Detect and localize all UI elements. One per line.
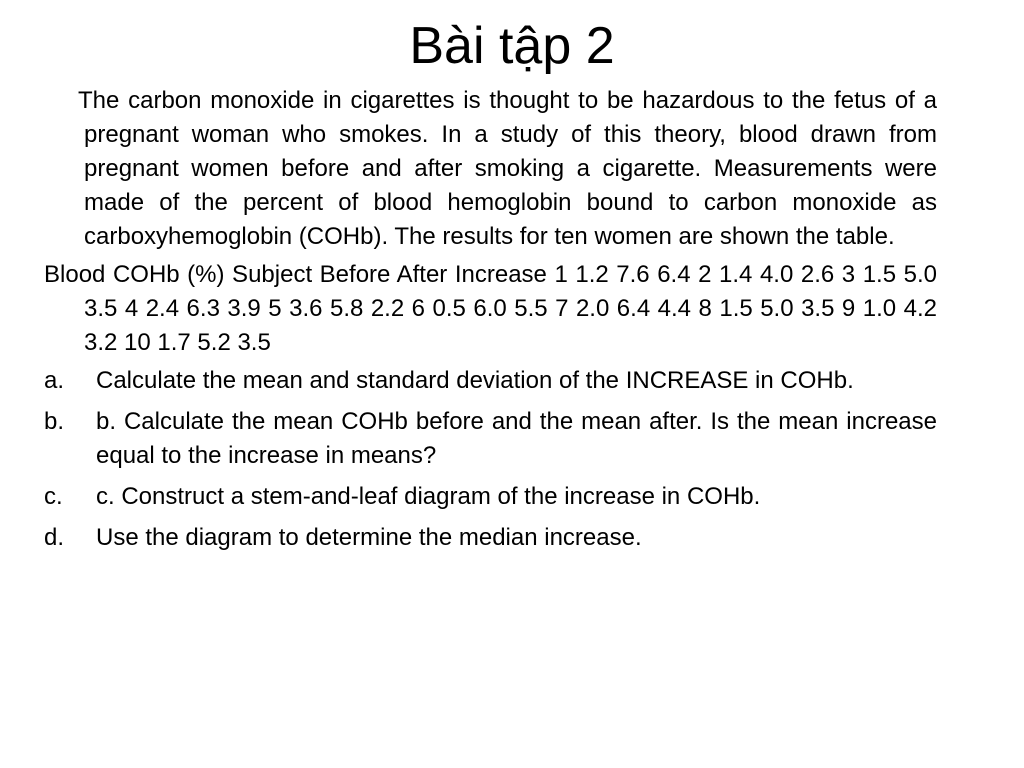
question-marker: c. <box>44 483 63 510</box>
question-text: Calculate the mean and standard deviation of the INCREASE in COHb. <box>96 367 854 394</box>
question-item-c <box>44 480 937 514</box>
question-item-a <box>44 364 937 398</box>
question-marker: a. <box>44 367 65 394</box>
question-marker: d. <box>44 524 65 551</box>
data-table-text: Blood COHb (%) Subject Before After Increase 1 1.2 7.6 6.4 2 1.4 4.0 2.6 3 1.5 5.0 3.5 4 2.4 6.3 3.9 5 3.6 5.8 2.2 6 0.5 6.0 5.5 7 2.0 6.4 4.4 8 1.5 5.0 3.5 9 1.0 4.2 3.2 10 1.7 5.2 3.5 <box>44 261 937 356</box>
intro-paragraph: The carbon monoxide in cigarettes is thought to be hazardous to the fetus of a pregnant woman who smokes. In a study of this theory, blood drawn from pregnant women before and after smoking a cigarette. Measurements were made of the percent of blood hemoglobin bound to carbon monoxide as carboxyhemoglobin (COHb). The results for ten women are shown the table. <box>78 87 937 250</box>
question-text: b. Calculate the mean COHb before and the mean after. Is the mean increase equal to the increase in means? <box>96 408 937 469</box>
question-text: Use the diagram to determine the median increase. <box>96 524 642 551</box>
question-text: c. Construct a stem-and-leaf diagram of the increase in COHb. <box>96 483 761 510</box>
question-item-d <box>44 521 937 555</box>
question-marker: b. <box>44 408 65 435</box>
question-item-b <box>44 405 937 473</box>
question-list <box>44 364 937 555</box>
slide-title: Bài tập 2 <box>409 17 615 75</box>
slide-body <box>44 84 937 562</box>
